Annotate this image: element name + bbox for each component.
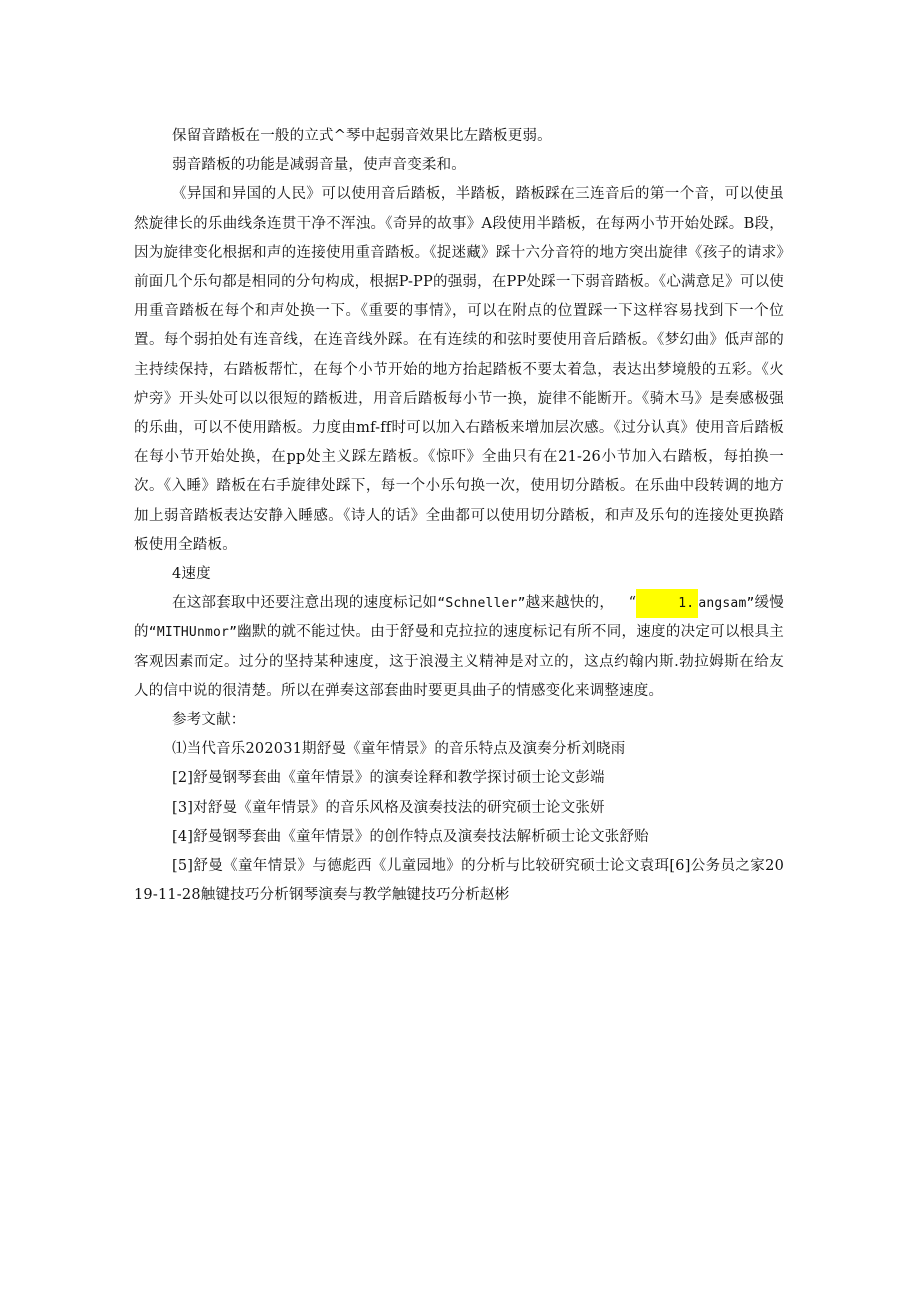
references-list <box>134 735 784 910</box>
reference-item: [5]舒曼《童年情景》与德彪西《儿童园地》的分析与比较研究硕士论文袁珥[6]公务员之家2019-11-28触键技巧分析钢琴演奏与教学触键技巧分析赵彬 <box>134 858 784 904</box>
tempo-text-4: 幽默的就不能过快。由于舒曼和克拉拉的速度标记有所不同，速度的决定可以根具主客观因素而定。过分的坚持某种速度，这于浪漫主义精神是对立的，这点约翰内斯.勃拉姆斯在给友人的信中说的很清楚。所以在弹奏这部套曲时要更具曲子的情感变化来调整速度。 <box>134 624 785 699</box>
document-body <box>134 122 784 910</box>
text-line-soft-pedal-upright: 保留音踏板在一般的立式^琴中起弱音效果比左踏板更弱。 <box>172 128 552 144</box>
tempo-quote-open: “ <box>628 595 637 612</box>
references-heading: 参考文献： <box>172 712 246 729</box>
paragraph-tempo <box>134 589 784 706</box>
tempo-mark-mithumor: “MITHUnmor” <box>148 625 238 641</box>
tempo-text-3: 缓慢的 <box>134 595 784 641</box>
tempo-text-1: 在这部套取中还要注意出现的速度标记如 <box>172 595 438 612</box>
text-line-soft-pedal-function: 弱音踏板的功能是减弱音量，使声音变柔和。 <box>172 157 466 174</box>
tempo-mark-schneller: “Schneller” <box>437 596 526 612</box>
reference-item: ⑴当代音乐202031期舒曼《童年情景》的音乐特点及演奏分析刘晓雨 <box>172 741 626 758</box>
highlighted-text: 1. <box>636 589 698 618</box>
section-heading-tempo: 4速度 <box>172 566 211 583</box>
reference-item: [4]舒曼钢琴套曲《童年情景》的创作特点及演奏技法解析硕士论文张舒贻 <box>172 828 649 845</box>
paragraph-pedal-usage: 《异国和异国的人民》可以使用音后踏板，半踏板，踏板踩在三连音后的第一个音，可以使虽然旋律长的乐曲线条连贯干净不浑浊。《奇异的故事》A段使用半踏板，在每两小节开始处踩。B段，因为旋律变化根据和声的连接使用重音踏板。《捉迷藏》踩十六分音符的地方突出旋律《孩子的请求》前面几个乐句都是相同的分句构成，根据P-PP的强弱，在PP处踩一下弱音踏板。《心满意足》可以使用重音踏板在每个和声处换一下。《重要的事情》，可以在附点的位置踩一下这样容易找到下一个位置。每个弱拍处有连音线，在连音线外踩。在有连续的和弦时要使用音后踏板。《梦幻曲》低声部的主持续保持，右踏板帮忙，在每个小节开始的地方抬起踏板不要太着急，表达出梦境般的五彩。《火炉旁》开头处可以以很短的踏板进，用音后踏板每小节一换，旋律不能断开。《骑木马》是奏感极强的乐曲，可以不使用踏板。力度由mf-ff时可以加入右踏板来增加层次感。《过分认真》使用音后踏板在每小节开始处换，在pp处主义踩左踏板。《惊吓》全曲只有在21-26小节加入右踏板，每拍换一次。《入睡》踏板在右手旋律处踩下，每一个小乐句换一次，使用切分踏板。在乐曲中段转调的地方加上弱音踏板表达安静入睡感。《诗人的话》全曲都可以使用切分踏板，和声及乐句的连接处更换踏板使用全踏板。 <box>134 186 784 553</box>
tempo-text-2: 越来越快的， <box>525 595 615 612</box>
reference-item: [3]对舒曼《童年情景》的音乐风格及演奏技法的研究硕士论文张妍 <box>172 799 605 816</box>
reference-item: [2]舒曼钢琴套曲《童年情景》的演奏诠释和教学探讨硕士论文彭端 <box>172 770 605 787</box>
tempo-mark-langsam: angsam” <box>698 596 755 612</box>
